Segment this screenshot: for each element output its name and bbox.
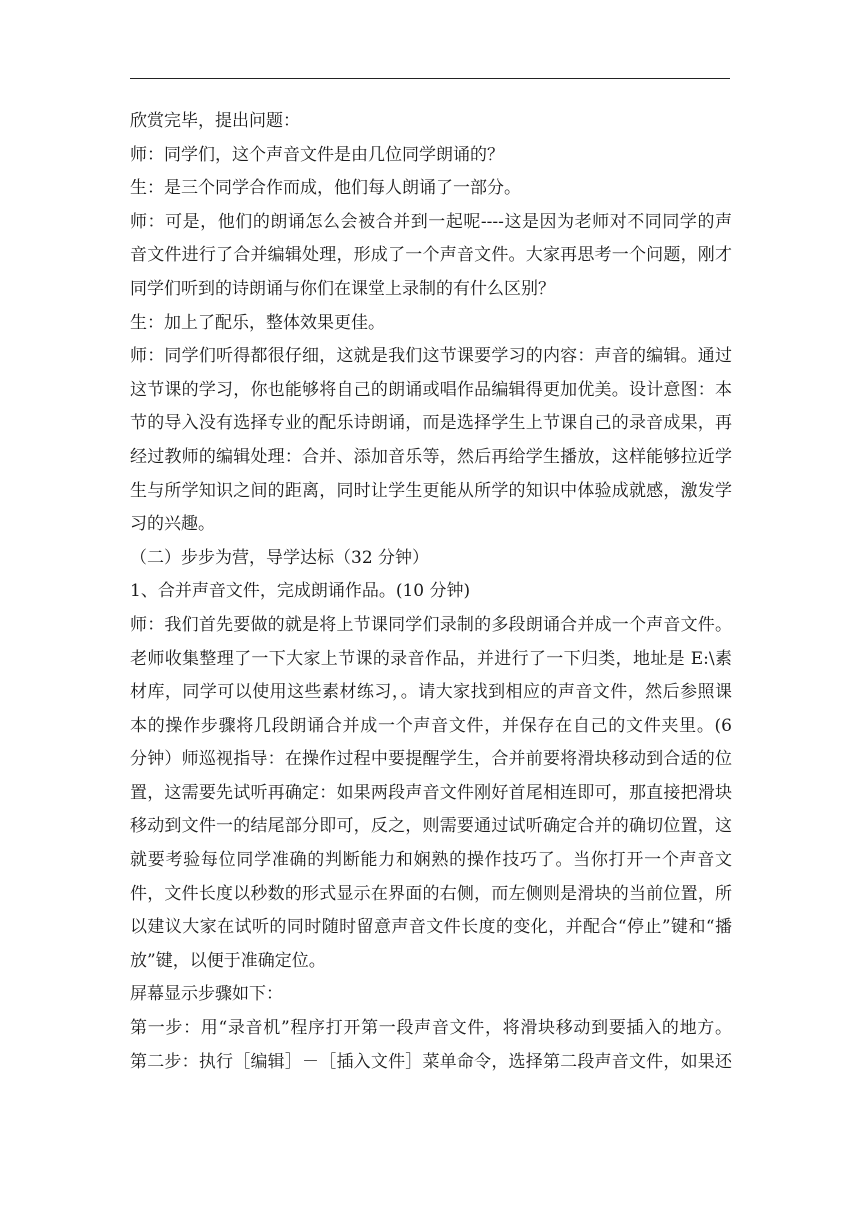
text-line: 同学们听到的诗朗诵与你们在课堂上录制的有什么区别？ bbox=[130, 278, 555, 299]
section-heading: （二）步步为营，导学达标（32 分钟） bbox=[130, 547, 430, 568]
text-line: 老师收集整理了一下大家上节课的录音作品，并进行了一下归类，地址是 E:\素 bbox=[130, 648, 732, 669]
text-line: 节的导入没有选择专业的配乐诗朗诵，而是选择学生上节课自己的录音成果，再 bbox=[130, 413, 732, 434]
text-line: 屏幕显示步骤如下： bbox=[130, 984, 283, 1005]
text-line: 音文件进行了合并编辑处理，形成了一个声音文件。大家再思考一个问题，刚才 bbox=[130, 245, 732, 266]
header-rule bbox=[130, 78, 730, 79]
text-line: 习的兴趣。 bbox=[130, 514, 215, 535]
text-line: 以建议大家在试听的同时随时留意声音文件长度的变化，并配合“停止”键和“播 bbox=[130, 917, 732, 938]
text-line: 件，文件长度以秒数的形式显示在界面的右侧，而左侧则是滑块的当前位置，所 bbox=[130, 883, 732, 904]
text-line: 放”键，以便于准确定位。 bbox=[130, 950, 326, 971]
text-line: 师：我们首先要做的就是将上节课同学们录制的多段朗诵合并成一个声音文件。 bbox=[130, 614, 732, 635]
subsection-heading: 1、合并声音文件，完成朗诵作品。(10 分钟) bbox=[130, 581, 471, 602]
text-line: 欣赏完毕，提出问题： bbox=[130, 111, 300, 131]
text-line: 这节课的学习，你也能够将自己的朗诵或唱作品编辑得更加优美。设计意图：本 bbox=[130, 379, 732, 400]
text-line: 第二步：执行［编辑］－［插入文件］菜单命令，选择第二段声音文件，如果还 bbox=[130, 1051, 732, 1072]
document-body bbox=[130, 105, 732, 1079]
text-line: 生与所学知识之间的距离，同时让学生更能从所学的知识中体验成就感，激发学 bbox=[130, 480, 732, 501]
text-line: 生：是三个同学合作而成，他们每人朗诵了一部分。 bbox=[130, 178, 521, 199]
text-line: 本的操作步骤将几段朗诵合并成一个声音文件，并保存在自己的文件夹里。(6 bbox=[130, 715, 732, 736]
text-line: 置，这需要先试听再确定：如果两段声音文件刚好首尾相连即可，那直接把滑块 bbox=[130, 782, 732, 803]
text-line: 分钟）师巡视指导：在操作过程中要提醒学生，合并前要将滑块移动到合适的位 bbox=[130, 749, 732, 770]
text-line: 移动到文件一的结尾部分即可，反之，则需要通过试听确定合并的确切位置，这 bbox=[130, 816, 732, 837]
text-line: 第一步：用“录音机”程序打开第一段声音文件，将滑块移动到要插入的地方。 bbox=[130, 1018, 732, 1039]
text-line: 经过教师的编辑处理：合并、添加音乐等，然后再给学生播放，这样能够拉近学 bbox=[130, 446, 732, 467]
text-line: 师：可是，他们的朗诵怎么会被合并到一起呢----这是因为老师对不同同学的声 bbox=[130, 211, 732, 232]
text-line: 就要考验每位同学准确的判断能力和娴熟的操作技巧了。当你打开一个声音文 bbox=[130, 850, 732, 871]
text-line: 师：同学们听得都很仔细，这就是我们这节课要学习的内容：声音的编辑。通过 bbox=[130, 346, 732, 367]
text-line: 材库，同学可以使用这些素材练习，。请大家找到相应的声音文件，然后参照课 bbox=[130, 682, 732, 703]
text-line: 师：同学们，这个声音文件是由几位同学朗诵的？ bbox=[130, 144, 504, 165]
text-line: 生：加上了配乐，整体效果更佳。 bbox=[130, 312, 385, 333]
